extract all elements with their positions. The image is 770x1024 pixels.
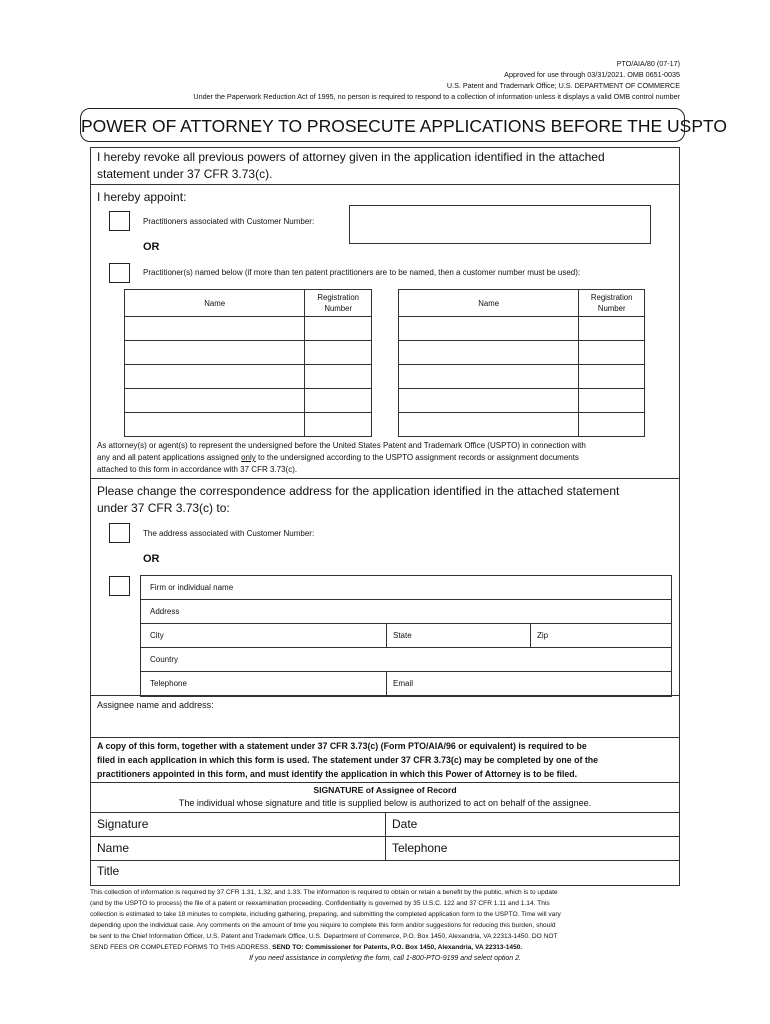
table-row[interactable] [125,389,372,413]
footer-line-6 [90,943,522,953]
table-row[interactable] [399,317,645,341]
practitioners-checkbox[interactable] [109,263,130,283]
name-field[interactable] [91,837,385,860]
city-state-zip-row[interactable] [141,624,671,648]
represent-line-2 [97,452,579,464]
table-row[interactable] [125,341,372,365]
date-field[interactable] [386,813,679,836]
reg-cell[interactable] [305,389,372,413]
footer-line-4: depending upon the individual case. Any comments on the amount of time you require to complete this form and/or suggestions for reducing this burden, should [90,922,556,929]
name-cell[interactable] [399,317,579,341]
firm-label: Firm or individual name [150,583,234,592]
signature-subheading: The individual whose signature and title is supplied below is authorized to act on behalf of the assignee. [178,798,592,808]
practitioner-table-right [398,289,645,437]
reg-cell[interactable] [579,413,645,437]
represent-line-1: As attorney(s) or agent(s) to represent the undersigned before the United States Patent and Trademark Office (USPTO) in connection with [97,441,586,450]
practitioners-label: Practitioner(s) named below (if more than ten patent practitioners are to be named, then a customer number must be used): [143,268,581,277]
divider [385,812,386,860]
table-row[interactable] [399,365,645,389]
table-row[interactable] [125,317,372,341]
send-to-address: SEND TO: Commissioner for Patents, P.O. Box 1450, Alexandria, VA 22313-1450. [272,944,523,951]
footer-line-3: collection is estimated to take 18 minutes to complete, including gathering, preparing, and submitting the completed application form to the USPTO. Time will vary [90,911,561,918]
notice-line-2: filed in each application in which this form is used. The statement under 37 CFR 3.73(c) may be completed by one of the [97,755,599,765]
revoke-line-1: I hereby revoke all previous powers of attorney given in the application identified in the attached [97,150,605,164]
omb-approval: Approved for use through 03/31/2021. OMB 0651-0035 [504,70,680,79]
appoint-label: I hereby appoint: [97,190,187,204]
name-cell[interactable] [399,389,579,413]
assignee-label: Assignee name and address: [97,700,214,710]
represent-text: any and all patent applications assigned [97,453,242,462]
country-field[interactable] [141,648,671,672]
address-customer-number-checkbox[interactable] [109,523,130,543]
address-customer-number-label: The address associated with Customer Number: [143,529,315,538]
correspondence-line-2: under 37 CFR 3.73(c) to: [97,501,230,515]
or-label: OR [143,241,160,253]
divider [386,672,387,696]
telephone-label: Telephone [392,841,448,855]
name-cell[interactable] [125,317,305,341]
footer-line-1: This collection of information is required by 37 CFR 1.31, 1.32, and 1.33. The information is required to obtain or retain a benefit by the public, which is to update [90,889,558,896]
reg-cell[interactable] [579,389,645,413]
reg-cell[interactable] [579,341,645,365]
name-cell[interactable] [125,413,305,437]
customer-number-checkbox[interactable] [109,211,130,231]
divider [90,478,680,479]
reg-label-1: Registration [590,293,633,302]
table-row[interactable] [399,413,645,437]
table-row[interactable] [125,413,372,437]
address-label: Address [150,607,180,616]
reg-label-2: Number [597,304,626,313]
signature-field[interactable] [91,813,385,836]
paperwork-notice: Under the Paperwork Reduction Act of 1995, no person is required to respond to a collection of information unless it displays a valid OMB control number [193,92,680,101]
address-grid [140,575,672,697]
firm-field[interactable] [141,576,671,600]
table-row[interactable] [399,341,645,365]
footer-line-2: (and by the USPTO to process) the file of a patent or reexamination proceeding. Confidentiality is governed by 35 U.S.C. 122 and 37 CFR 1.11 and 1.14. This [90,900,550,907]
name-cell[interactable] [399,413,579,437]
state-label: State [393,631,412,640]
reg-cell[interactable] [305,341,372,365]
reg-cell[interactable] [305,365,372,389]
name-cell[interactable] [125,389,305,413]
reg-cell[interactable] [305,317,372,341]
or-label: OR [143,553,160,565]
customer-number-label: Practitioners associated with Customer Number: [143,217,315,226]
address-field[interactable] [141,600,671,624]
col-name-header: Name [125,290,305,317]
table-row[interactable] [125,365,372,389]
name-cell[interactable] [125,341,305,365]
customer-number-input[interactable] [349,205,651,244]
city-label: City [150,631,164,640]
signature-label: Signature [97,817,149,831]
agency-line: U.S. Patent and Trademark Office; U.S. DEPARTMENT OF COMMERCE [446,81,680,90]
practitioner-table-left [124,289,372,437]
name-cell[interactable] [125,365,305,389]
name-cell[interactable] [399,365,579,389]
divider [530,624,531,647]
divider [90,737,680,738]
footer-text: SEND FEES OR COMPLETED FORMS TO THIS ADDRESS. [90,944,273,951]
table-row[interactable] [399,389,645,413]
email-label: Email [393,679,414,688]
divider [386,624,387,647]
reg-label-2: Number [324,304,353,313]
col-name-header: Name [399,290,579,317]
represent-text: to the undersigned according to the USPTO assignment records or assignment documents [255,453,579,462]
telephone-email-row[interactable] [141,672,671,696]
title-field[interactable] [91,861,679,885]
date-label: Date [392,817,418,831]
divider [90,695,680,696]
reg-cell[interactable] [579,317,645,341]
reg-cell[interactable] [305,413,372,437]
notice-line-3: practitioners appointed in this form, and must identify the application in which this Power of Attorney is to be filed. [97,769,578,779]
telephone-label: Telephone [150,679,187,688]
address-fields-checkbox[interactable] [109,576,130,596]
name-cell[interactable] [399,341,579,365]
revoke-line-2: statement under 37 CFR 3.73(c). [97,167,273,181]
divider [90,184,680,185]
reg-cell[interactable] [579,365,645,389]
name-label: Name [97,841,130,855]
assistance-line: If you need assistance in completing the form, call 1-800-PTO-9199 and select option 2. [249,955,521,962]
telephone-field[interactable] [386,837,679,860]
form-title: POWER OF ATTORNEY TO PROSECUTE APPLICATIONS BEFORE THE USPTO [80,108,685,142]
col-reg-header [305,290,372,317]
correspondence-line-1: Please change the correspondence address for the application identified in the attached statement [97,484,620,498]
assignee-input[interactable] [91,712,679,736]
col-reg-header [579,290,645,317]
zip-label: Zip [537,631,549,640]
title-label: Title [97,864,120,878]
divider [90,782,680,783]
footer-line-5: be sent to the Chief Information Officer, U.S. Patent and Trademark Office, U.S. Department of Commerce, P.O. Box 1450, Alexandria, VA 22313-1450. DO NOT [90,933,558,940]
only-emphasis: only [241,453,256,462]
signature-heading: SIGNATURE of Assignee of Record [313,785,457,795]
represent-line-3: attached to this form in accordance with 37 CFR 3.73(c). [97,465,298,474]
notice-line-1: A copy of this form, together with a statement under 37 CFR 3.73(c) (Form PTO/AIA/96 or equivalent) is required to be [97,741,587,751]
country-label: Country [150,655,179,664]
form-id: PTO/AIA/80 (07-17) [616,59,680,68]
reg-label-1: Registration [317,293,359,302]
